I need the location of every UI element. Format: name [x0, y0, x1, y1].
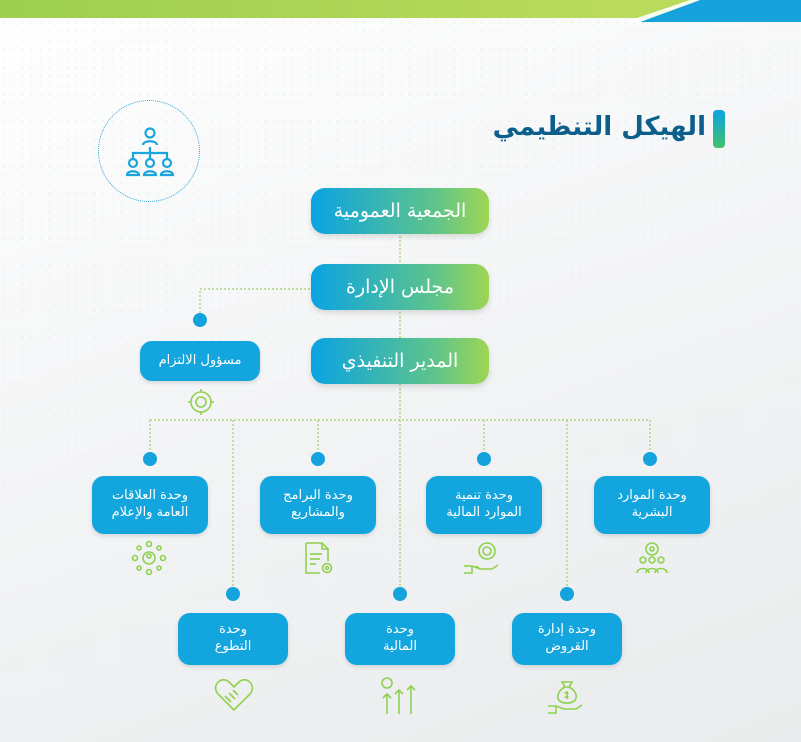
- team-gear-icon: [634, 540, 670, 576]
- network-person-icon: [131, 540, 167, 576]
- programs-dot: [311, 452, 325, 466]
- financial-resources-dot: [477, 452, 491, 466]
- compliance-dot: [193, 313, 207, 327]
- executive-director-node: المدير التنفيذي: [311, 338, 489, 384]
- compliance-officer-node: مسؤول الالتزام: [140, 341, 260, 381]
- general-assembly-node: الجمعية العمومية: [311, 188, 489, 234]
- loans-dot: [560, 587, 574, 601]
- growth-arrows-icon: [380, 676, 420, 716]
- page-title: الهيكل التنظيمي: [492, 112, 706, 142]
- handshake-heart-icon: [213, 676, 255, 712]
- programs-node: وحدة البرامج والمشاريع: [260, 476, 376, 534]
- public-relations-node: وحدة العلاقات العامة والإعلام: [92, 476, 208, 534]
- human-resources-dot: [643, 452, 657, 466]
- volunteering-dot: [226, 587, 240, 601]
- volunteering-node: وحدة التطوع: [178, 613, 288, 665]
- loans-node: وحدة إدارة القروض: [512, 613, 622, 665]
- money-bag-hand-icon: [546, 676, 586, 716]
- human-resources-node: وحدة الموارد البشرية: [594, 476, 710, 534]
- financial-resources-node: وحدة تنمية الموارد المالية: [426, 476, 542, 534]
- board-node: مجلس الإدارة: [311, 264, 489, 310]
- finance-dot: [393, 587, 407, 601]
- public-relations-dot: [143, 452, 157, 466]
- gear-moon-icon: [186, 388, 216, 416]
- finance-node: وحدة المالية: [345, 613, 455, 665]
- document-gear-icon: [300, 540, 336, 576]
- hand-coin-icon: [462, 540, 502, 576]
